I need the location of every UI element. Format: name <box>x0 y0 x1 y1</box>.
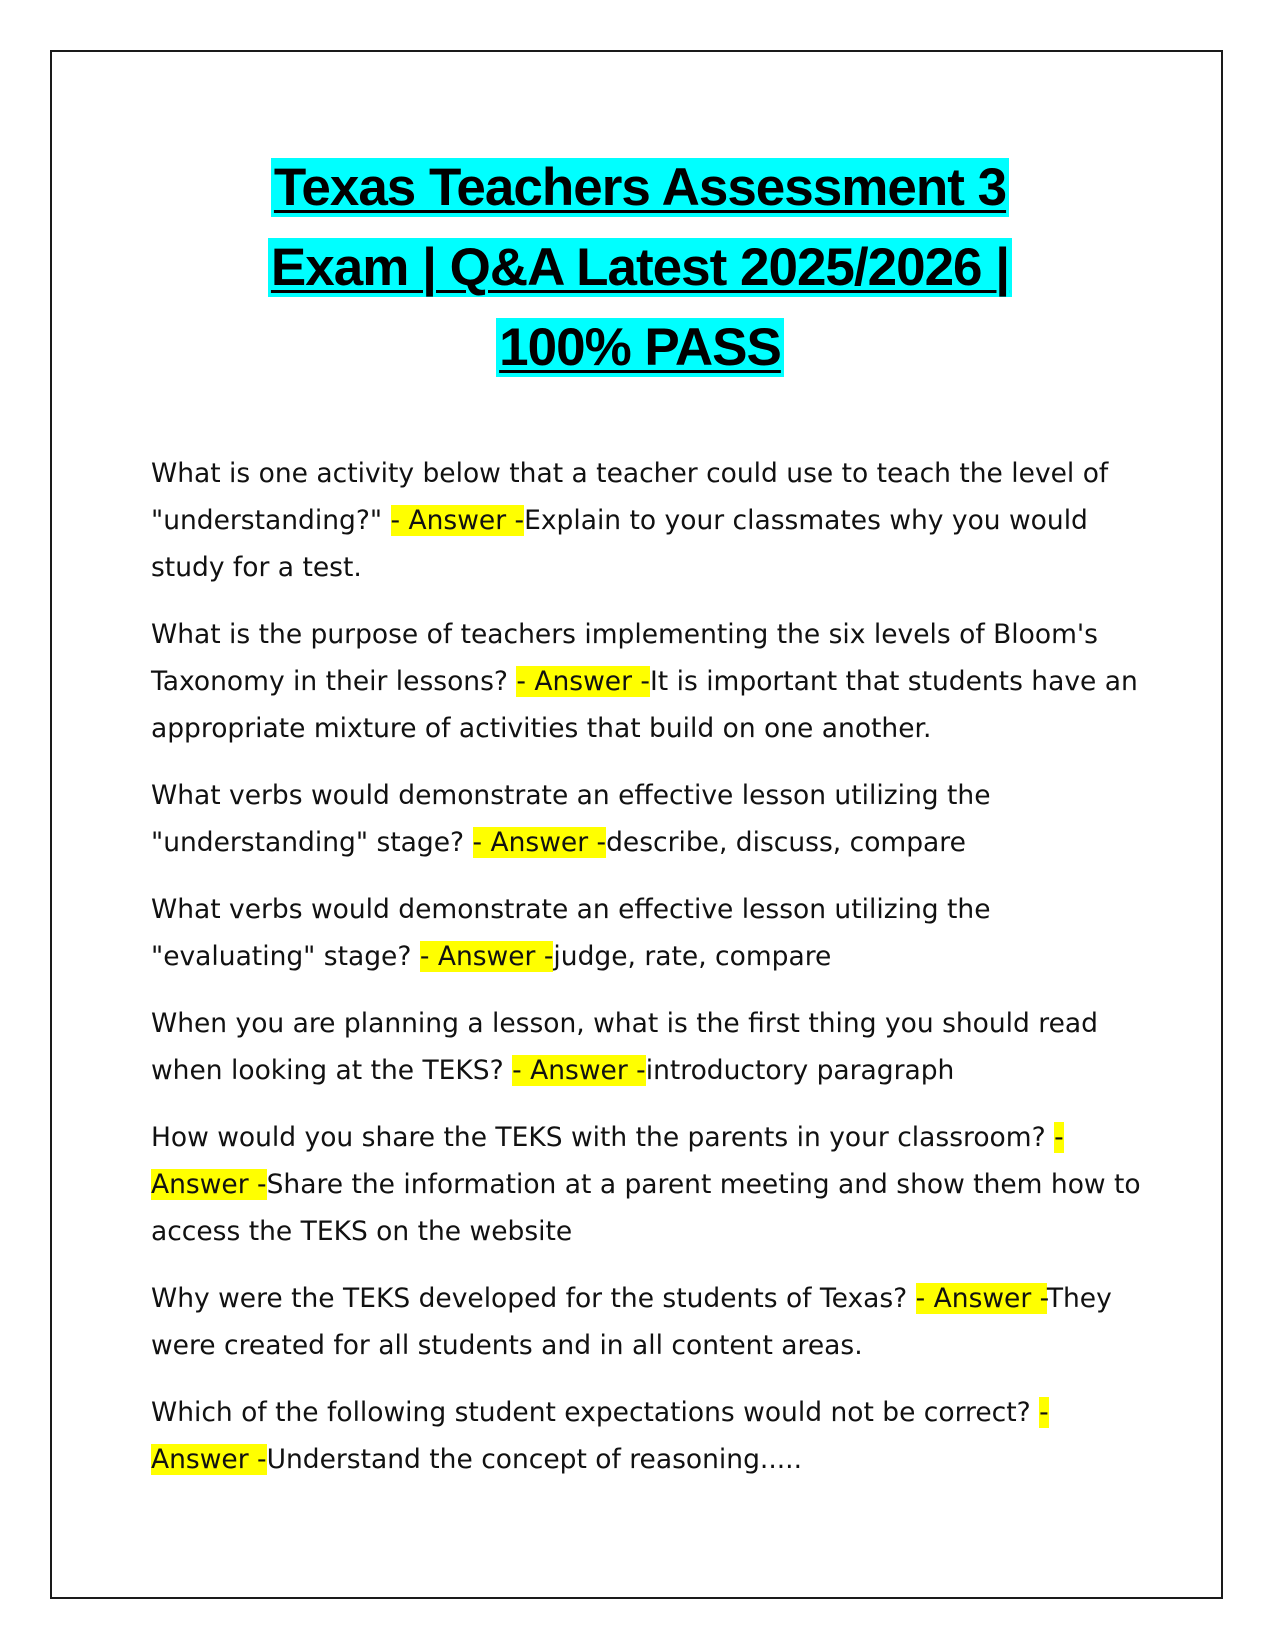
answer-text: introductory paragraph <box>645 1055 955 1086</box>
answer-marker: - Answer - <box>915 1283 1047 1314</box>
answer-marker: - Answer - <box>516 666 650 697</box>
answer-text: judge, rate, compare <box>553 941 832 972</box>
question-text: What verbs would demonstrate an effective lesson utilizing the "understanding" stage? <box>151 780 991 858</box>
answer-marker: - Answer - <box>151 1397 1049 1475</box>
answer-text: Understand the concept of reasoning..... <box>266 1444 803 1475</box>
question-text: What is one activity below that a teacher could use to teach the level of "understanding?" <box>151 458 1109 536</box>
answer-marker: - Answer - <box>419 941 554 972</box>
answer-text: It is important that students have an appropriate mixture of activities that build on one another. <box>151 666 1138 744</box>
answer-text: Share the information at a parent meeting and show them how to access the TEKS on the website <box>151 1169 1141 1247</box>
question-text: Why were the TEKS developed for the students of Texas? <box>151 1283 916 1314</box>
answer-text: They were created for all students and in all content areas. <box>151 1283 1112 1361</box>
question-text: Which of the following student expectations would not be correct? <box>151 1397 1040 1428</box>
question-text: What verbs would demonstrate an effective lesson utilizing the "evaluating" stage? <box>151 894 991 972</box>
qa-item <box>151 886 1141 980</box>
qa-item <box>151 1389 1141 1483</box>
answer-text: Explain to your classmates why you would study for a test. <box>151 505 1088 583</box>
document-title <box>120 148 1160 388</box>
qa-item <box>151 1275 1141 1369</box>
answer-marker: - Answer - <box>512 1055 646 1086</box>
answer-text: describe, discuss, compare <box>606 827 966 858</box>
qa-item <box>151 1114 1141 1255</box>
answer-marker: - Answer - <box>151 1122 1064 1200</box>
question-text: How would you share the TEKS with the parents in your classroom? <box>151 1122 1055 1153</box>
qa-list <box>151 450 1141 1503</box>
qa-item <box>151 772 1141 866</box>
qa-item <box>151 1000 1141 1094</box>
answer-marker: - Answer - <box>472 827 607 858</box>
title-line-2: Exam | Q&A Latest 2025/2026 | <box>268 238 1012 297</box>
qa-item <box>151 611 1141 752</box>
question-text: When you are planning a lesson, what is the first thing you should read when looking at the TEKS? <box>151 1008 1098 1086</box>
question-text: What is the purpose of teachers implementing the six levels of Bloom's Taxonomy in their lessons? <box>151 619 1098 697</box>
qa-item <box>151 450 1141 591</box>
title-line-1: Texas Teachers Assessment 3 <box>271 158 1009 217</box>
title-line-3: 100% PASS <box>496 318 784 377</box>
answer-marker: - Answer - <box>390 505 525 536</box>
